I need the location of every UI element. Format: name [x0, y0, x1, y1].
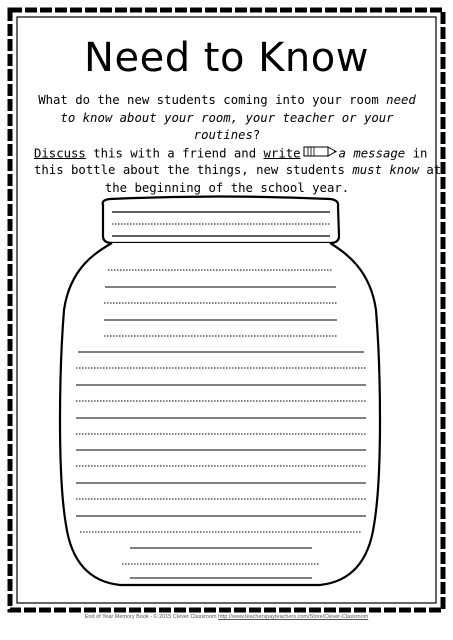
- instruction-text: in: [405, 145, 428, 160]
- instruction-text: ?: [252, 128, 261, 142]
- instruction-text: at: [419, 163, 442, 178]
- footer-link[interactable]: http://www.teacherspayteachers.com/Store/Clever-Classroom: [218, 614, 369, 620]
- instruction-emphasis: must know: [352, 163, 419, 178]
- instruction-emphasis: a message: [338, 145, 406, 160]
- page-title: Need to Know: [84, 35, 369, 81]
- instruction-line-6: the beginning of the school year.: [104, 180, 350, 195]
- instruction-write: write: [263, 145, 301, 160]
- instruction-text: this with a friend and: [85, 145, 264, 160]
- instruction-discuss: Discuss: [34, 145, 86, 160]
- instruction-emphasis: routines: [193, 128, 253, 142]
- instruction-line-2: to know about your room, your teacher or your: [60, 110, 394, 125]
- footer-credit: [0, 614, 453, 620]
- instruction-text: this bottle about the things, new students: [34, 163, 353, 178]
- instruction-emphasis: need: [386, 93, 416, 107]
- instruction-text: What do the new students coming into your room: [38, 93, 387, 107]
- jar-body: [60, 243, 380, 585]
- footer-text: End of Year Memory Book - © 2015 Clever Classroom: [84, 614, 219, 620]
